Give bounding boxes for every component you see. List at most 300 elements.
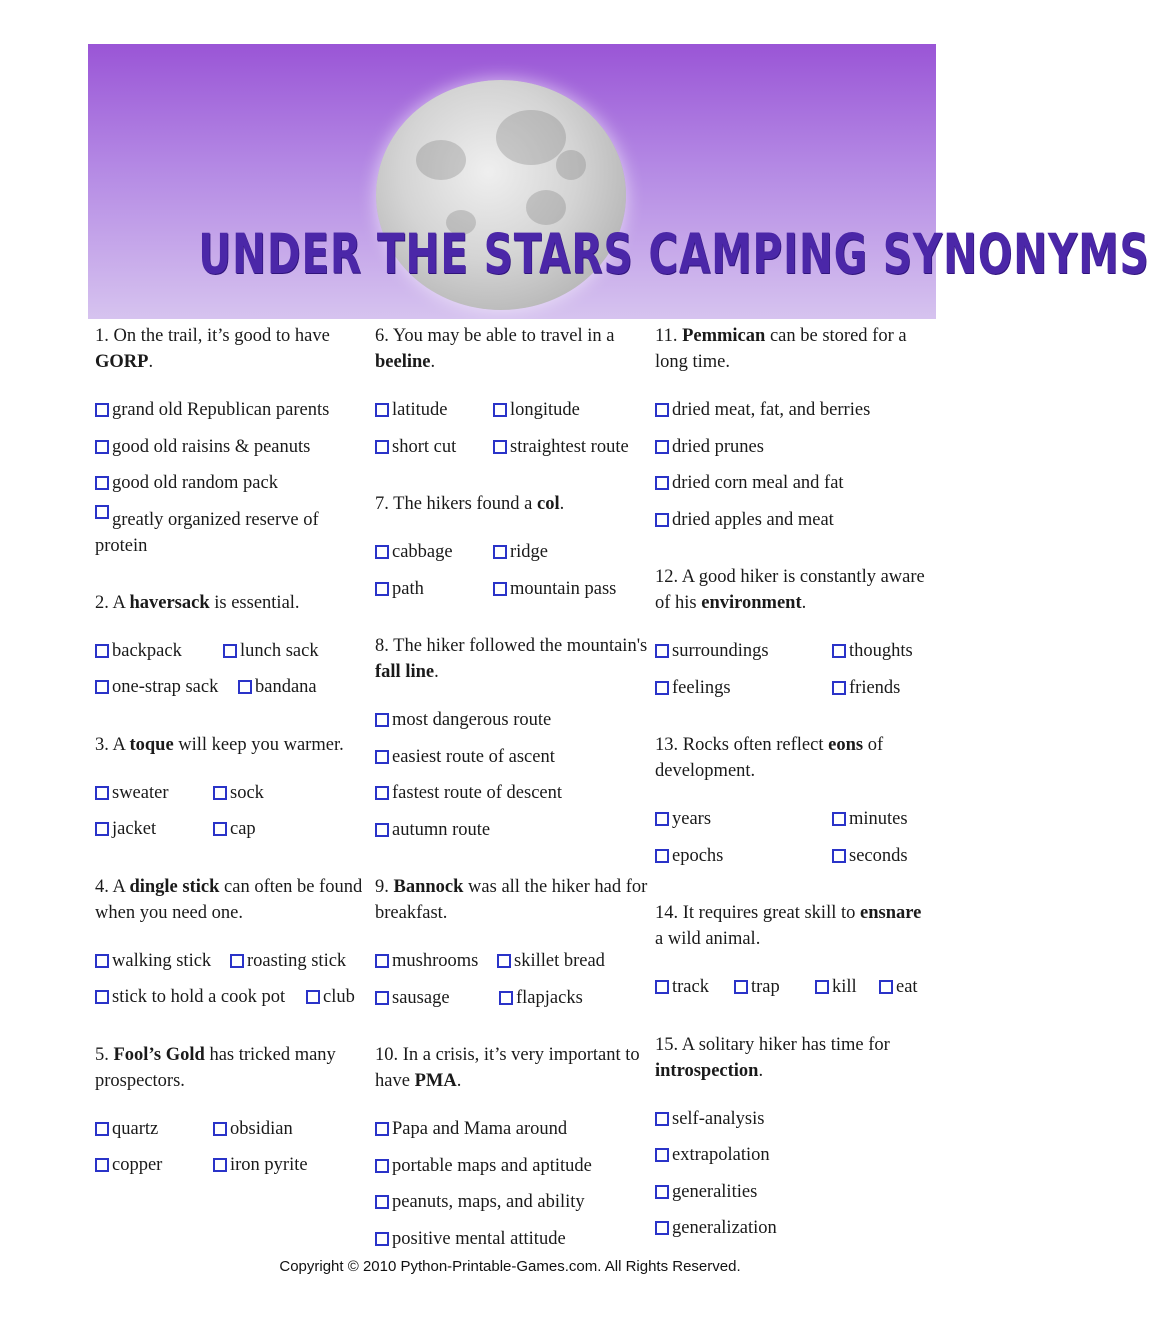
answer-option[interactable] — [95, 1152, 162, 1178]
answer-option[interactable] — [655, 397, 870, 423]
question-text-end: . — [456, 1071, 462, 1091]
checkbox-icon[interactable] — [655, 812, 669, 826]
option-label: quartz — [112, 1118, 159, 1139]
checkbox-icon[interactable] — [655, 644, 669, 658]
option-label: path — [392, 578, 424, 599]
option-row — [95, 638, 370, 675]
answer-option[interactable] — [493, 539, 548, 565]
answer-option[interactable] — [497, 948, 605, 974]
question-5-options — [95, 1116, 370, 1189]
checkbox-icon[interactable] — [832, 812, 846, 826]
checkbox-icon[interactable] — [499, 991, 513, 1005]
option-row — [375, 744, 650, 781]
question-number: 12. — [655, 567, 682, 587]
option-label: grand old Republican parents — [112, 400, 330, 420]
checkbox-icon[interactable] — [655, 440, 669, 454]
option-row — [655, 1215, 925, 1252]
question-11 — [655, 320, 925, 375]
option-label: lunch sack — [240, 640, 319, 661]
option-row — [375, 576, 650, 613]
question-number: 14. — [655, 903, 683, 923]
answer-option[interactable] — [655, 638, 769, 664]
option-row — [375, 948, 650, 985]
question-number: 7. — [375, 494, 394, 514]
option-label: greatly organized reserve of protein — [95, 509, 319, 556]
answer-option[interactable] — [375, 707, 551, 733]
option-label: Papa and Mama around — [392, 1119, 568, 1139]
question-text: It requires great skill to — [682, 903, 860, 923]
option-label: portable maps and aptitude — [392, 1155, 592, 1176]
checkbox-icon[interactable] — [95, 1158, 109, 1172]
option-label: peanuts, maps, and ability — [392, 1192, 585, 1212]
option-row — [95, 1116, 370, 1153]
answer-option[interactable] — [95, 1116, 158, 1142]
option-label: easiest route of ascent — [392, 746, 555, 767]
option-label: positive mental attitude — [392, 1228, 566, 1249]
answer-option[interactable] — [95, 984, 285, 1010]
answer-option[interactable] — [375, 780, 562, 806]
checkbox-icon[interactable] — [375, 1195, 389, 1209]
answer-option[interactable] — [879, 974, 918, 1000]
question-number: 1. — [95, 326, 114, 346]
question-text-end: has tricked many prospectors. — [95, 1044, 336, 1091]
question-14 — [655, 897, 925, 952]
question-text: The hiker followed the mountain's — [393, 636, 648, 656]
question-keyword: dingle stick — [129, 876, 220, 897]
option-label: cabbage — [392, 542, 453, 562]
answer-option[interactable] — [375, 817, 490, 843]
answer-option[interactable] — [375, 1116, 567, 1142]
option-row — [375, 1153, 650, 1190]
option-label: bandana — [255, 677, 317, 697]
option-label: kill — [832, 977, 857, 997]
checkbox-icon[interactable] — [655, 513, 669, 527]
checkbox-icon[interactable] — [230, 954, 244, 968]
option-row — [655, 1106, 925, 1143]
question-keyword: beeline — [375, 352, 431, 372]
checkbox-icon[interactable] — [375, 1122, 389, 1136]
checkbox-icon[interactable] — [655, 476, 669, 490]
option-row — [375, 1189, 650, 1226]
option-row — [95, 816, 370, 853]
question-text: You may be able to travel in a — [392, 326, 615, 346]
answer-option[interactable] — [213, 1116, 293, 1142]
question-text-end: . — [758, 1060, 764, 1081]
answer-option[interactable] — [230, 948, 346, 974]
answer-option[interactable] — [375, 1153, 592, 1179]
option-row — [655, 974, 925, 1011]
answer-option[interactable] — [655, 1215, 777, 1241]
question-number: 2. — [95, 592, 113, 613]
question-7-options — [375, 539, 650, 612]
option-label: generalities — [672, 1181, 758, 1202]
question-3-options — [95, 780, 370, 853]
checkbox-icon[interactable] — [213, 1122, 227, 1136]
checkbox-icon[interactable] — [655, 403, 669, 417]
question-text-end: . — [559, 494, 565, 514]
question-keyword: fall line — [375, 662, 435, 682]
question-number: 8. — [375, 636, 394, 656]
checkbox-icon[interactable] — [655, 681, 669, 695]
checkbox-icon[interactable] — [655, 1148, 669, 1162]
question-number: 10. — [375, 1045, 403, 1065]
option-row — [375, 985, 650, 1022]
checkbox-icon[interactable] — [375, 582, 389, 596]
option-row — [655, 1142, 925, 1179]
question-text: A — [112, 734, 130, 755]
question-6-options — [375, 397, 650, 470]
question-11-options — [655, 397, 925, 543]
option-label: ridge — [510, 542, 549, 562]
checkbox-icon[interactable] — [95, 822, 109, 836]
answer-option[interactable] — [832, 675, 900, 701]
question-9 — [375, 871, 650, 926]
checkbox-icon[interactable] — [879, 980, 893, 994]
option-label: flapjacks — [516, 987, 583, 1008]
answer-option[interactable] — [95, 434, 310, 460]
checkbox-icon[interactable] — [213, 786, 227, 800]
answer-option[interactable] — [213, 816, 256, 842]
answer-option[interactable] — [95, 816, 156, 842]
option-row — [375, 1226, 650, 1263]
question-text-end: . — [430, 352, 436, 372]
option-row — [95, 1152, 370, 1189]
question-keyword: PMA — [414, 1071, 457, 1091]
answer-option[interactable] — [815, 974, 857, 1000]
option-row — [375, 707, 650, 744]
answer-option[interactable] — [375, 1189, 585, 1215]
question-keyword: Bannock — [393, 877, 464, 897]
answer-option[interactable] — [375, 539, 453, 565]
answer-option[interactable] — [375, 985, 450, 1011]
option-row — [375, 1116, 650, 1153]
option-row — [655, 638, 925, 675]
checkbox-icon[interactable] — [375, 440, 389, 454]
option-label: straightest route — [510, 436, 629, 457]
option-label: backpack — [112, 640, 182, 661]
checkbox-icon[interactable] — [815, 980, 829, 994]
option-label: skillet bread — [514, 951, 605, 971]
answer-option[interactable] — [213, 780, 264, 806]
answer-option[interactable] — [734, 974, 780, 1000]
title-banner — [88, 44, 1149, 319]
question-column-2 — [375, 320, 650, 1280]
question-text: On the trail, it’s good to have — [113, 326, 330, 346]
question-number: 6. — [375, 326, 393, 346]
option-row — [95, 507, 370, 569]
question-3 — [95, 729, 370, 758]
option-label: friends — [849, 677, 901, 698]
option-label: longitude — [510, 400, 580, 420]
question-13-options — [655, 806, 925, 879]
option-label: minutes — [849, 809, 908, 829]
question-keyword: environment — [701, 593, 802, 613]
checkbox-icon[interactable] — [832, 681, 846, 695]
question-6 — [375, 320, 650, 375]
answer-option[interactable] — [375, 397, 447, 423]
answer-option[interactable] — [306, 984, 355, 1010]
checkbox-icon[interactable] — [95, 476, 109, 490]
option-row — [655, 507, 925, 544]
option-row — [655, 843, 925, 880]
question-keyword: introspection — [655, 1060, 759, 1081]
question-8-options — [375, 707, 650, 853]
question-text: A — [112, 592, 130, 613]
question-text-end: was all the hiker had for breakfast. — [375, 877, 648, 923]
question-text: A good hiker is constantly aware of his — [655, 567, 925, 613]
answer-option[interactable] — [95, 470, 278, 496]
checkbox-icon[interactable] — [832, 849, 846, 863]
checkbox-icon[interactable] — [734, 980, 748, 994]
checkbox-icon[interactable] — [655, 1112, 669, 1126]
checkbox-icon[interactable] — [375, 786, 389, 800]
option-label: obsidian — [230, 1118, 293, 1139]
answer-option[interactable] — [832, 806, 908, 832]
option-label: mushrooms — [392, 951, 479, 971]
checkbox-icon[interactable] — [95, 644, 109, 658]
checkbox-icon[interactable] — [375, 750, 389, 764]
question-text-end: . — [434, 662, 439, 682]
option-row — [655, 434, 925, 471]
answer-option[interactable] — [95, 507, 370, 559]
checkbox-icon[interactable] — [95, 680, 109, 694]
option-row — [95, 984, 370, 1021]
checkbox-icon[interactable] — [493, 403, 507, 417]
answer-option[interactable] — [655, 974, 709, 1000]
checkbox-icon[interactable] — [95, 786, 109, 800]
question-keyword: eons — [828, 735, 864, 755]
question-2 — [95, 587, 370, 616]
question-15 — [655, 1029, 925, 1084]
question-1 — [95, 320, 370, 375]
question-text: Rocks often reflect — [682, 735, 829, 755]
option-row — [655, 397, 925, 434]
question-keyword: col — [537, 494, 560, 514]
answer-option[interactable] — [493, 397, 580, 423]
checkbox-icon[interactable] — [375, 991, 389, 1005]
question-13 — [655, 729, 925, 784]
option-label: sock — [230, 782, 264, 803]
option-row — [95, 434, 370, 471]
answer-option[interactable] — [223, 638, 319, 664]
option-label: self-analysis — [672, 1108, 765, 1129]
checkbox-icon[interactable] — [95, 954, 109, 968]
question-text-end: . — [801, 593, 807, 613]
answer-option[interactable] — [499, 985, 583, 1011]
question-text-end: will keep you warmer. — [173, 734, 344, 755]
checkbox-icon[interactable] — [655, 849, 669, 863]
option-label: feelings — [672, 677, 731, 698]
question-15-options — [655, 1106, 925, 1252]
checkbox-icon[interactable] — [375, 1159, 389, 1173]
question-number: 15. — [655, 1034, 682, 1055]
page-title: UNDER THE STARS CAMPING SYNONYMS — [198, 222, 1149, 286]
option-label: generalization — [672, 1218, 777, 1238]
question-text-end: a wild animal. — [655, 929, 761, 949]
checkbox-icon[interactable] — [95, 1122, 109, 1136]
option-label: sausage — [392, 987, 450, 1008]
answer-option[interactable] — [832, 638, 913, 664]
question-5 — [95, 1039, 370, 1094]
option-label: thoughts — [849, 641, 913, 661]
checkbox-icon[interactable] — [655, 1185, 669, 1199]
option-row — [375, 817, 650, 854]
answer-option[interactable] — [493, 576, 616, 602]
checkbox-icon[interactable] — [497, 954, 511, 968]
answer-option[interactable] — [95, 397, 329, 423]
answer-option[interactable] — [655, 1179, 757, 1205]
option-label: dried corn meal and fat — [672, 473, 844, 493]
checkbox-icon[interactable] — [493, 440, 507, 454]
question-1-options — [95, 397, 370, 569]
checkbox-icon[interactable] — [95, 505, 109, 519]
answer-option[interactable] — [375, 948, 478, 974]
answer-option[interactable] — [655, 1142, 770, 1168]
option-row — [95, 780, 370, 817]
question-text: A solitary hiker has time for — [681, 1034, 890, 1055]
option-label: dried meat, fat, and berries — [672, 400, 871, 420]
option-label: extrapolation — [672, 1145, 770, 1165]
question-number: 4. — [95, 876, 113, 897]
question-number: 3. — [95, 734, 113, 755]
option-label: iron pyrite — [230, 1155, 308, 1175]
question-number: 5. — [95, 1044, 114, 1065]
answer-option[interactable] — [655, 806, 711, 832]
question-14-options — [655, 974, 925, 1011]
checkbox-icon[interactable] — [95, 403, 109, 417]
checkbox-icon[interactable] — [223, 644, 237, 658]
question-text-end: can often be found when you need one. — [95, 876, 363, 923]
option-row — [95, 470, 370, 507]
checkbox-icon[interactable] — [375, 403, 389, 417]
answer-option[interactable] — [375, 1226, 566, 1252]
question-text: A — [112, 876, 130, 897]
option-row — [375, 397, 650, 434]
option-label: surroundings — [672, 641, 769, 661]
question-text: The hikers found a — [393, 494, 538, 514]
option-label: trap — [751, 977, 780, 997]
question-12-options — [655, 638, 925, 711]
checkbox-icon[interactable] — [95, 440, 109, 454]
checkbox-icon[interactable] — [238, 680, 252, 694]
answer-option[interactable] — [832, 843, 908, 869]
option-label: sweater — [112, 782, 169, 803]
checkbox-icon[interactable] — [306, 990, 320, 1004]
option-label: dried prunes — [672, 436, 764, 457]
option-label: mountain pass — [510, 578, 617, 599]
answer-option[interactable] — [375, 744, 555, 770]
checkbox-icon[interactable] — [832, 644, 846, 658]
option-label: dried apples and meat — [672, 509, 834, 530]
checkbox-icon[interactable] — [493, 545, 507, 559]
option-label: epochs — [672, 845, 724, 866]
checkbox-icon[interactable] — [375, 823, 389, 837]
option-label: good old random pack — [112, 473, 278, 493]
answer-option[interactable] — [655, 675, 731, 701]
question-column-1 — [95, 320, 370, 1207]
answer-option[interactable] — [655, 434, 764, 460]
option-label: stick to hold a cook pot — [112, 987, 286, 1007]
checkbox-icon[interactable] — [375, 545, 389, 559]
question-keyword: ensnare — [860, 903, 922, 923]
checkbox-icon[interactable] — [655, 980, 669, 994]
option-label: roasting stick — [247, 950, 347, 971]
answer-option[interactable] — [95, 638, 182, 664]
option-row — [655, 470, 925, 507]
question-2-options — [95, 638, 370, 711]
question-10-options — [375, 1116, 650, 1262]
question-keyword: GORP — [95, 352, 149, 372]
option-row — [95, 674, 370, 711]
option-label: copper — [112, 1155, 163, 1175]
answer-option[interactable] — [655, 1106, 764, 1132]
checkbox-icon[interactable] — [493, 582, 507, 596]
option-label: autumn route — [392, 819, 491, 840]
option-label: good old raisins & peanuts — [112, 436, 311, 457]
question-keyword: Fool’s Gold — [113, 1044, 205, 1065]
option-label: jacket — [112, 819, 157, 839]
question-text-end: . — [148, 352, 154, 372]
answer-option[interactable] — [95, 780, 169, 806]
option-label: seconds — [849, 845, 908, 866]
checkbox-icon[interactable] — [655, 1221, 669, 1235]
question-number: 13. — [655, 735, 683, 755]
checkbox-icon[interactable] — [95, 990, 109, 1004]
option-row — [655, 1179, 925, 1216]
answer-option[interactable] — [213, 1152, 308, 1178]
option-label: walking stick — [112, 950, 212, 971]
option-row — [655, 806, 925, 843]
question-text-end: can be stored for a long time. — [655, 326, 907, 372]
option-label: cap — [230, 819, 256, 839]
option-label: one-strap sack — [112, 677, 219, 697]
option-row — [375, 539, 650, 576]
checkbox-icon[interactable] — [375, 1232, 389, 1246]
option-label: eat — [896, 977, 918, 997]
option-label: club — [323, 987, 355, 1007]
answer-option[interactable] — [655, 843, 723, 869]
question-7 — [375, 488, 650, 517]
answer-option[interactable] — [375, 576, 424, 602]
answer-option[interactable] — [238, 674, 317, 700]
question-keyword: toque — [129, 734, 174, 755]
answer-option[interactable] — [375, 434, 456, 460]
option-row — [375, 780, 650, 817]
option-label: latitude — [392, 400, 448, 420]
option-label: most dangerous route — [392, 710, 552, 730]
option-row — [95, 397, 370, 434]
checkbox-icon[interactable] — [375, 713, 389, 727]
answer-option[interactable] — [95, 948, 211, 974]
option-row — [375, 434, 650, 471]
option-row — [95, 948, 370, 985]
answer-option[interactable] — [493, 434, 629, 460]
question-4 — [95, 871, 370, 926]
question-number: 11. — [655, 326, 683, 346]
checkbox-icon[interactable] — [213, 822, 227, 836]
question-10 — [375, 1039, 650, 1094]
answer-option[interactable] — [95, 674, 218, 700]
question-9-options — [375, 948, 650, 1021]
checkbox-icon[interactable] — [375, 954, 389, 968]
option-label: years — [672, 809, 712, 829]
option-row — [655, 675, 925, 712]
checkbox-icon[interactable] — [213, 1158, 227, 1172]
answer-option[interactable] — [655, 507, 834, 533]
question-number: 9. — [375, 877, 394, 897]
answer-option[interactable] — [655, 470, 844, 496]
question-text: In a crisis, it’s very important to have — [375, 1045, 640, 1091]
